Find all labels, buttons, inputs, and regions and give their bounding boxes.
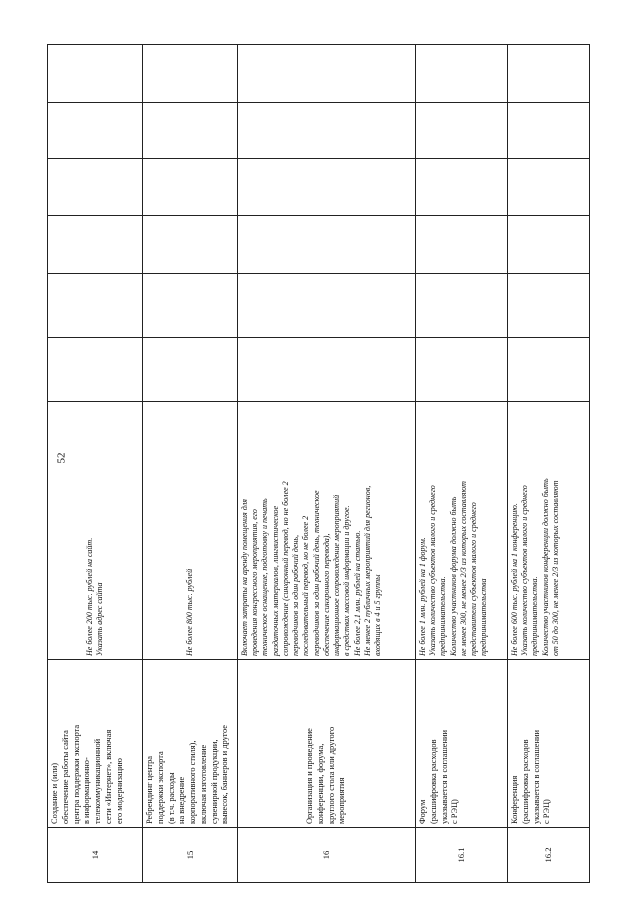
expense-name-line: включая изготовление — [198, 744, 208, 824]
empty-cell — [416, 274, 508, 338]
expense-name-line: Ребрендинг центра — [145, 755, 154, 824]
empty-cell — [48, 103, 143, 159]
expense-name-line: Создание и (или) — [50, 763, 59, 824]
requirement-line: предпринимательства. — [438, 576, 448, 656]
expense-item-name — [48, 660, 143, 828]
empty-cell — [48, 159, 143, 216]
empty-cell — [238, 338, 416, 402]
requirement-line: сопровождение (синхронный перевод, но не более 2 — [280, 481, 290, 656]
page-number: 52 — [55, 452, 68, 464]
requirements-cell — [508, 402, 590, 660]
requirement-line: информационное сопровождение мероприятий — [332, 494, 342, 656]
requirement-line: Включает затраты на аренду помещения для — [240, 498, 249, 656]
expense-name-line: обеспечение работы сайта — [60, 730, 70, 824]
table-row — [508, 45, 590, 883]
requirement-line: Не более 2,1 млн. рублей на статью. — [352, 530, 362, 656]
requirement-line: входящих в 4 и 5 группы — [373, 574, 383, 656]
expense-name-line: сети «Интернет», включая — [103, 729, 113, 824]
table-row — [143, 45, 238, 883]
empty-cell — [508, 103, 590, 159]
empty-cell — [143, 45, 238, 103]
empty-cell — [508, 274, 590, 338]
empty-cell — [48, 274, 143, 338]
empty-cell — [508, 159, 590, 216]
expense-name-line: сувенирной продукции, — [209, 739, 219, 824]
expense-name-line: Организация и проведение — [305, 728, 314, 824]
requirement-line: Не более 800 тыс. рублей — [184, 568, 194, 656]
expense-name-line: телекоммуникационной — [93, 738, 102, 824]
empty-cell — [238, 159, 416, 216]
requirement-line: Не более 600 тыс. рублей на 1 конференцию. — [510, 503, 519, 656]
empty-cell — [143, 216, 238, 274]
expense-name-line: в информационно- — [82, 757, 92, 824]
empty-cell — [416, 103, 508, 159]
row-number: 15 — [143, 828, 238, 883]
expense-name-line: (расшифровка расходов — [428, 739, 438, 824]
expense-item-name — [508, 660, 590, 828]
table-row — [416, 45, 508, 883]
empty-cell — [508, 216, 590, 274]
requirement-line: Указать количество субъектов малого и среднего — [520, 485, 530, 656]
requirement-line: Указать адрес сайта — [95, 582, 104, 656]
empty-cell — [143, 338, 238, 402]
requirement-line: представители субъектов малого и среднего — [469, 502, 479, 656]
expense-name-line: (в т.ч. расходы — [166, 772, 176, 824]
expense-name-line: на внедрение — [177, 776, 187, 824]
requirement-line: предпринимательства. — [530, 576, 540, 656]
expense-item-name — [416, 660, 508, 828]
requirement-line: раздаточных материалов, лингвистическое — [270, 505, 280, 656]
requirement-line: предпринимательства — [479, 578, 489, 656]
expense-item-name — [143, 660, 238, 828]
expense-name-line: (расшифровка расходов — [520, 739, 530, 824]
requirement-line: техническое оснащение, подготовку и печать — [260, 498, 270, 656]
empty-cell — [238, 216, 416, 274]
empty-cell — [238, 103, 416, 159]
expense-name-line: центра поддержки экспорта — [71, 724, 81, 824]
expense-name-line: указывается в соглашении — [531, 730, 541, 824]
requirements-table-rotated — [47, 45, 589, 883]
empty-cell — [48, 338, 143, 402]
empty-cell — [238, 45, 416, 103]
table-row — [238, 45, 416, 883]
expense-name-line: корпоративного стиля), — [188, 740, 197, 824]
table-row — [48, 45, 143, 883]
requirement-line: последовательный перевод, но не более 2 — [301, 515, 311, 656]
requirements-cell — [48, 402, 143, 660]
row-number: 16 — [238, 828, 416, 883]
requirements-table — [47, 44, 590, 883]
requirement-line: не менее 300, не менее 2/3 из которых составляют — [458, 481, 468, 656]
expense-name-line: конференции, форума, — [315, 743, 325, 824]
row-number: 16.1 — [416, 828, 508, 883]
requirement-line: от 50 до 300, не менее 2/3 из которых составляют — [550, 480, 560, 656]
empty-cell — [143, 159, 238, 216]
empty-cell — [416, 216, 508, 274]
empty-cell — [416, 159, 508, 216]
row-number: 14 — [48, 828, 143, 883]
expense-name-line: указывается в соглашении — [439, 730, 449, 824]
expense-item-name — [238, 660, 416, 828]
requirement-line: обеспечение синхронного перевода), — [321, 533, 331, 656]
empty-cell — [416, 338, 508, 402]
empty-cell — [416, 45, 508, 103]
expense-name-line: поддержки экспорта — [155, 751, 165, 824]
requirement-line: в средствах массовой информации и другое. — [342, 505, 352, 656]
empty-cell — [48, 45, 143, 103]
requirements-cell — [238, 402, 416, 660]
empty-cell — [508, 45, 590, 103]
expense-name-line: его модернизацию — [114, 758, 124, 824]
requirement-line: переводчиков за один рабочий день, — [291, 535, 301, 656]
expense-name-line: Форум — [418, 799, 427, 824]
expense-name-line: мероприятия — [337, 777, 347, 824]
expense-name-line: с РЭЦ) — [542, 799, 552, 824]
requirement-line: Не более 200 тыс. рублей на сайт. — [84, 537, 94, 656]
requirements-cell — [416, 402, 508, 660]
requirement-line: Не более 1 млн. рублей на 1 форум. — [418, 537, 427, 656]
expense-name-line: Конференция — [510, 775, 519, 824]
empty-cell — [508, 338, 590, 402]
requirements-cell — [143, 402, 238, 660]
expense-name-line: вывесок, баннеров и другое — [220, 725, 230, 824]
requirement-line: Не менее 2 публичных мероприятий для регионов, — [362, 485, 372, 656]
requirement-line: переводчиков за один рабочий день, техническое — [311, 490, 321, 656]
requirement-line: Указать количество субъектов малого и среднего — [428, 485, 438, 656]
requirement-line: Количество участников форума должно быть — [448, 496, 458, 656]
requirement-line: проведения конгрессного мероприятия, его — [250, 509, 260, 656]
empty-cell — [143, 274, 238, 338]
expense-name-line: с РЭЦ) — [450, 799, 460, 824]
expense-name-line: круглого стола или другого — [326, 726, 336, 824]
empty-cell — [143, 103, 238, 159]
empty-cell — [48, 216, 143, 274]
requirement-line: Количество участников конференции должно быть — [540, 478, 550, 656]
row-number: 16.2 — [508, 828, 590, 883]
empty-cell — [238, 274, 416, 338]
